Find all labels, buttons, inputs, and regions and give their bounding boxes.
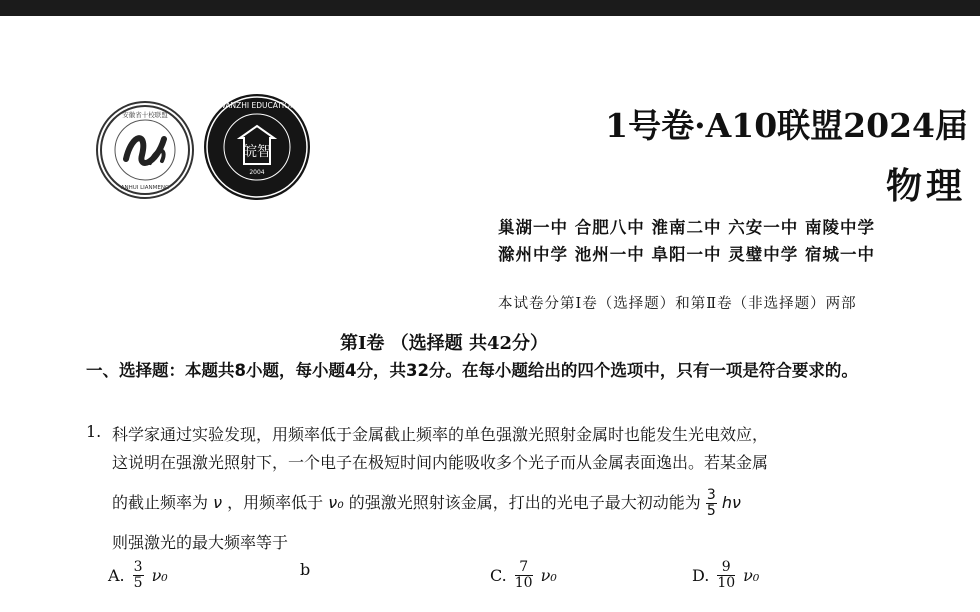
q-text-d: hν xyxy=(721,493,741,512)
option-d-label: D. xyxy=(692,566,710,585)
q-frac-num: 3 xyxy=(706,487,716,503)
question-line-2: 这说明在强激光照射下，一个电子在极短时间内能吸收多个光子而从金属表面逸出。若某金属 xyxy=(112,453,769,472)
wanzhi-logo-center: 皖智 xyxy=(243,144,271,160)
option-c-label: C. xyxy=(490,566,507,585)
option-c[interactable] xyxy=(490,560,557,591)
option-a-den: 5 xyxy=(133,575,143,591)
exam-title: 1号卷·A10联盟2024届 xyxy=(605,106,968,145)
wanzhi-emblem-icon xyxy=(204,94,310,200)
q-text-b: ，用频率低于 xyxy=(227,493,324,512)
q-symbol-nu: ν xyxy=(213,493,223,512)
question-line-1: 科学家通过实验发现，用频率低于金属截止频率的单色强激光照射金属时也能发生光电效应， xyxy=(112,425,769,444)
school-row-1: 巢湖一中 合肥八中 淮南二中 六安一中 南陵中学 xyxy=(498,218,875,237)
option-c-symbol: ν₀ xyxy=(540,566,557,585)
school-row-2: 滁州中学 池州一中 阜阳一中 灵璧中学 宿城一中 xyxy=(498,245,875,264)
option-a-num: 3 xyxy=(133,559,143,575)
wanzhi-logo xyxy=(204,94,310,200)
wanzhi-logo-ring: WANZHI EDUCATION xyxy=(218,101,296,110)
option-a[interactable] xyxy=(108,560,168,591)
option-c-fraction xyxy=(515,560,533,591)
exam-intro: 本试卷分第Ⅰ卷（选择题）和第Ⅱ卷（非选择题）两部 xyxy=(498,296,857,312)
q-text-c: 的强激光照射该金属，打出的光电子最大初动能为 xyxy=(348,493,701,512)
option-b-label: b xyxy=(300,560,311,579)
option-d-num: 9 xyxy=(717,560,735,576)
q-text-a: 的截止频率为 xyxy=(112,493,209,512)
alliance-logo-ring-top: 安徽省十校联盟 xyxy=(122,111,168,119)
option-d-den: 10 xyxy=(717,575,736,591)
question-number: 1. xyxy=(86,422,102,441)
exam-subject: 物理 xyxy=(885,165,966,207)
wanzhi-logo-year: 2004 xyxy=(249,169,265,176)
option-d-symbol: ν₀ xyxy=(743,566,760,585)
alliance-emblem-icon xyxy=(98,103,192,197)
question-line-4: 则强激光的最大频率等于 xyxy=(112,533,289,552)
question-line-3 xyxy=(112,488,741,519)
option-b[interactable] xyxy=(300,560,310,579)
school-list xyxy=(498,214,875,268)
q-symbol-nu0: ν₀ xyxy=(328,493,344,512)
option-c-num: 7 xyxy=(515,560,533,576)
top-dark-bar xyxy=(0,0,980,16)
option-d-fraction xyxy=(717,560,735,591)
alliance-logo xyxy=(96,101,194,199)
option-c-den: 10 xyxy=(514,575,533,591)
option-a-label: A. xyxy=(108,566,125,585)
option-d[interactable] xyxy=(692,560,759,591)
section-heading: 一、选择题：本题共8小题，每小题4分，共32分。在每小题给出的四个选项中，只有一项是符合要求的。 xyxy=(86,361,858,380)
q-frac-den: 5 xyxy=(706,503,716,519)
part-heading: 第Ⅰ卷 （选择题 共42分） xyxy=(340,333,549,354)
q-fraction xyxy=(706,488,717,519)
option-a-symbol: ν₀ xyxy=(151,566,168,585)
option-a-fraction xyxy=(133,560,144,591)
alliance-logo-ring-bottom: ANHUI LIANMENG xyxy=(120,185,170,191)
